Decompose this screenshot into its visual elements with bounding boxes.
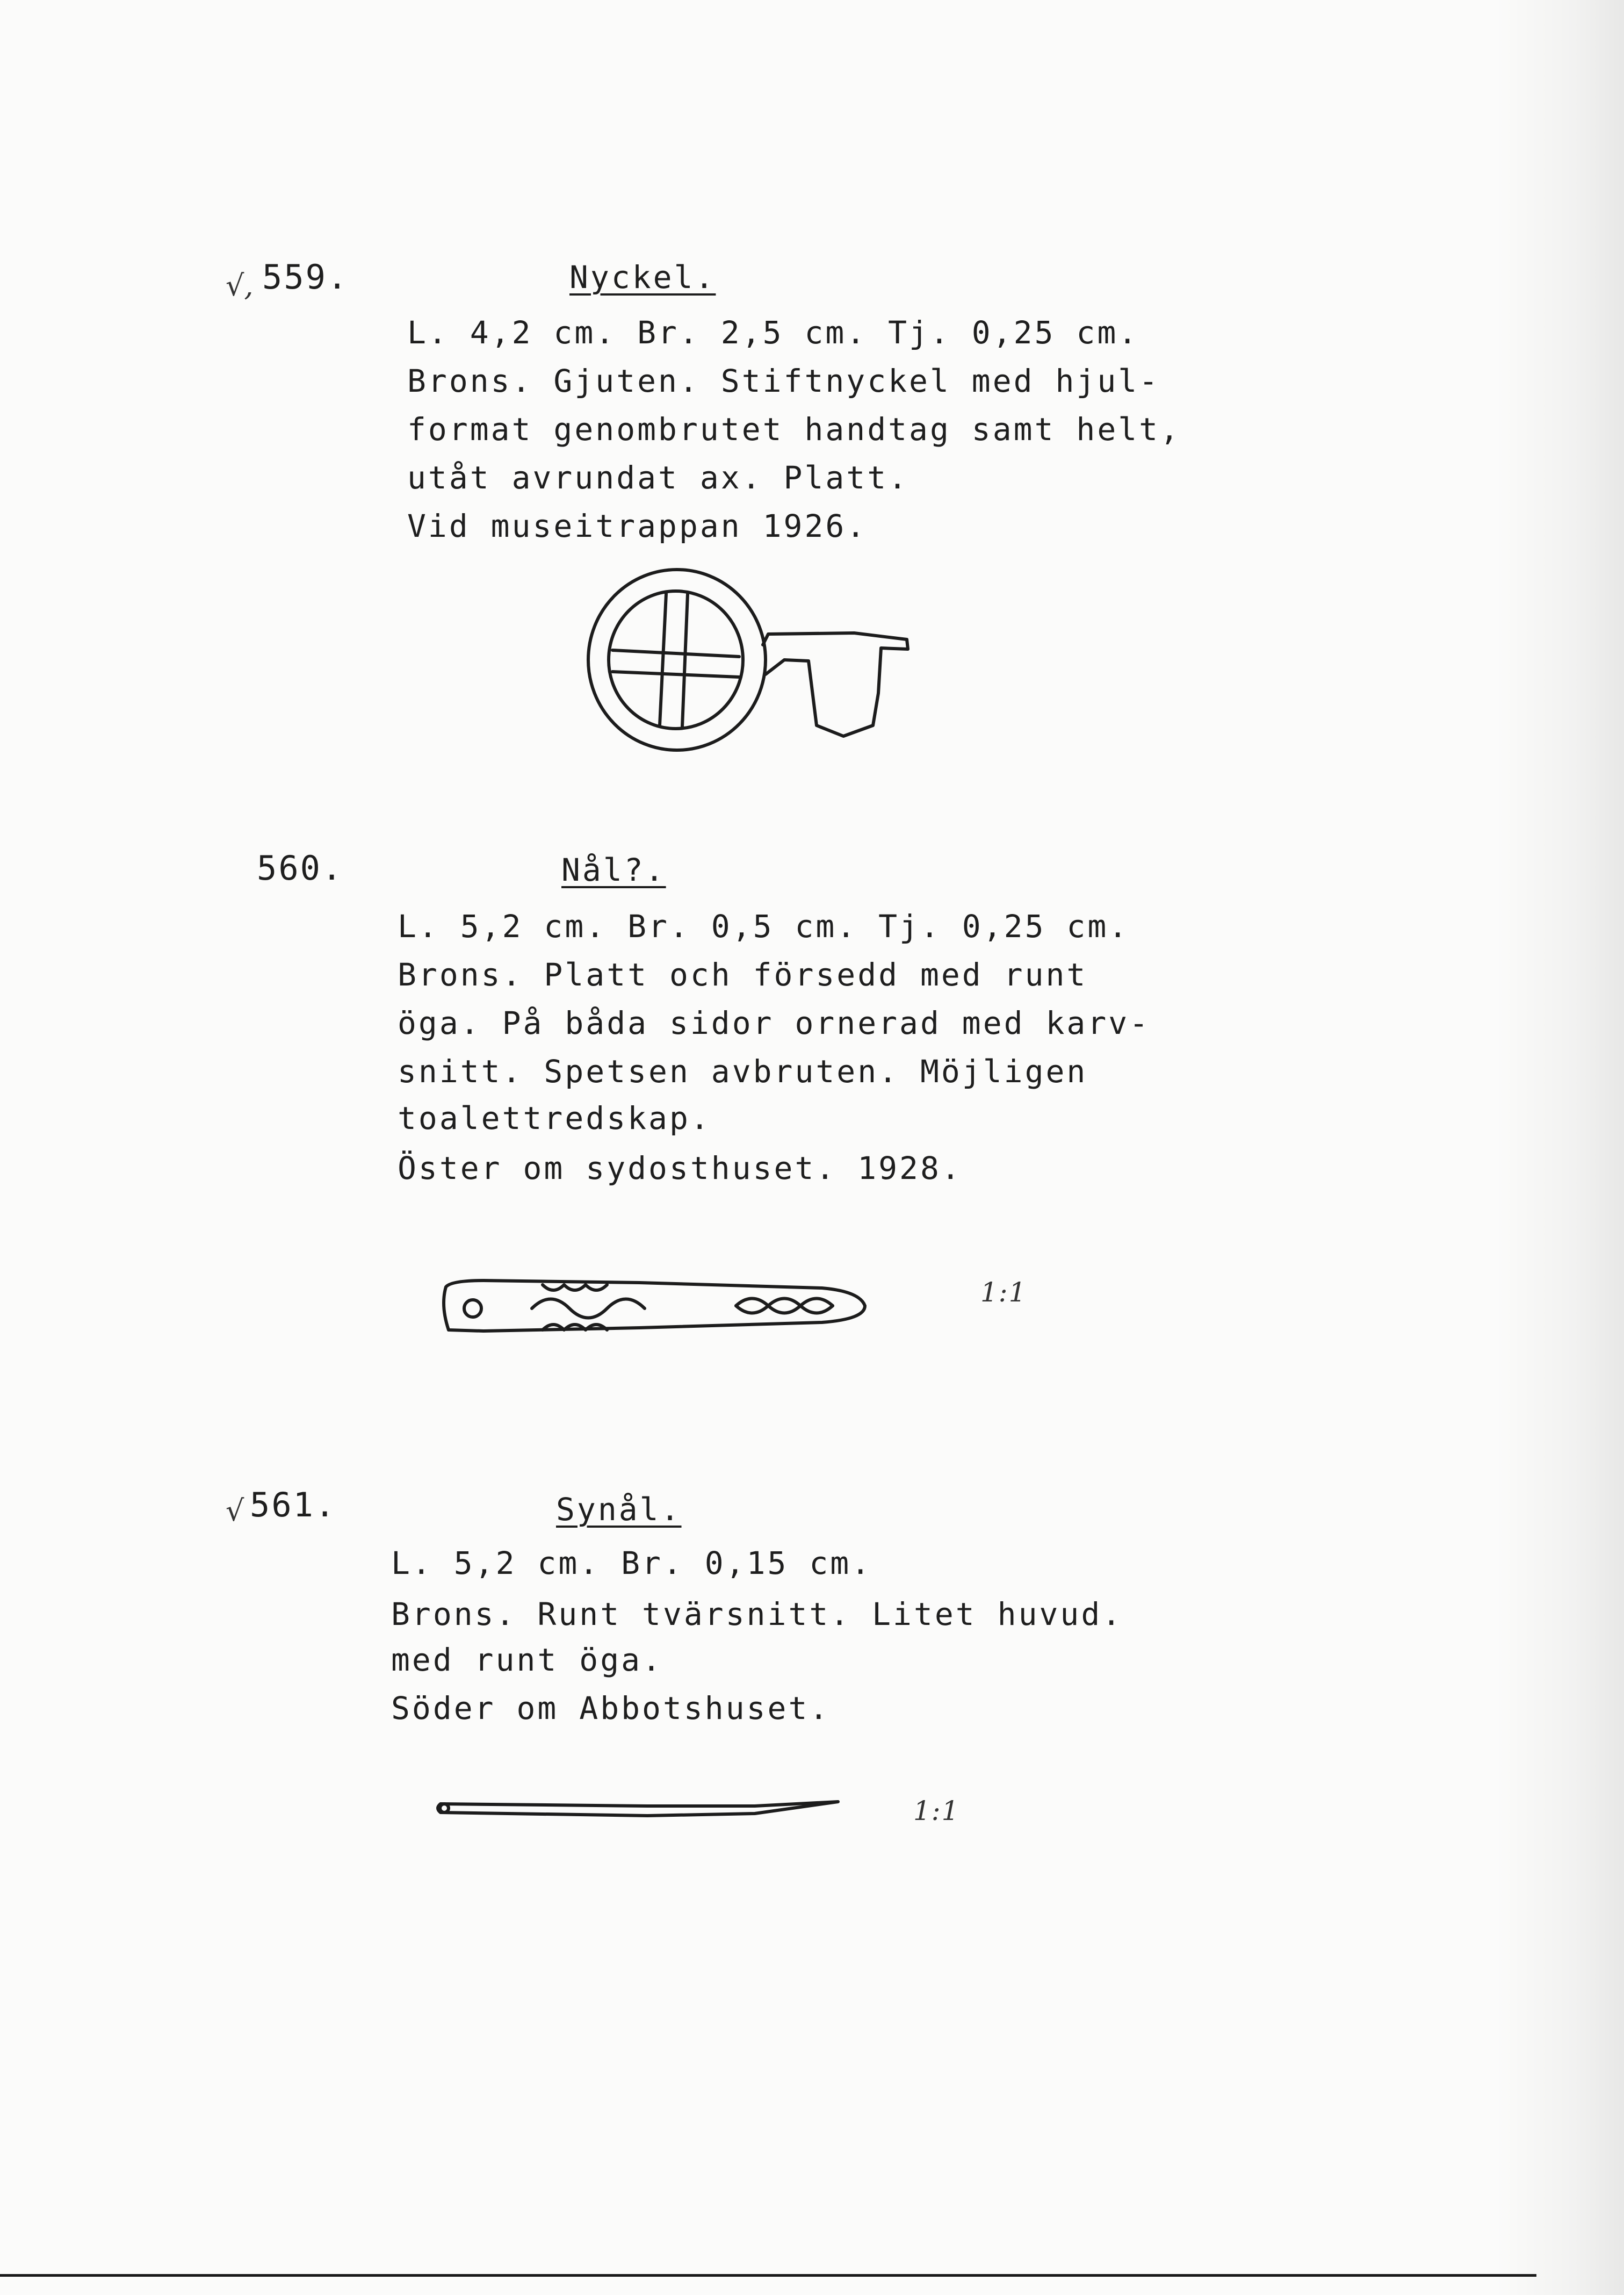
page-edge-shadow — [1495, 0, 1624, 2295]
entry-line: Brons. Platt och försedd med runt — [398, 956, 1088, 993]
entry-number: 561. — [250, 1485, 337, 1524]
entry-line: L. 5,2 cm. Br. 0,15 cm. — [391, 1545, 872, 1581]
entry-title: Synål. — [556, 1491, 682, 1528]
sewing-needle-drawing-icon — [432, 1792, 846, 1824]
entry-line: Öster om sydosthuset. 1928. — [398, 1150, 962, 1186]
scale-label: 1:1 — [980, 1277, 1027, 1308]
entry-line: Brons. Gjuten. Stiftnyckel med hjul- — [407, 363, 1160, 399]
entry-line: format genombrutet handtag samt helt, — [407, 411, 1181, 448]
entry-title: Nål?. — [561, 852, 666, 888]
entry-title: Nyckel. — [569, 259, 716, 296]
page-bottom-rule — [0, 2274, 1536, 2277]
entry-line: utåt avrundat ax. Platt. — [407, 459, 910, 496]
check-mark: √ — [226, 1494, 244, 1528]
check-mark: √, — [226, 269, 254, 303]
entry-line: öga. På båda sidor ornerad med karv- — [398, 1005, 1151, 1041]
wheel-key-drawing-icon — [580, 564, 924, 758]
entry-line: med runt öga. — [391, 1642, 663, 1678]
entry-number: 559. — [262, 257, 349, 297]
decorated-needle-drawing-icon — [435, 1276, 870, 1341]
entry-line: snitt. Spetsen avbruten. Möjligen — [398, 1053, 1088, 1090]
entry-line: toalettredskap. — [398, 1100, 711, 1136]
entry-line: Vid museitrappan 1926. — [407, 508, 868, 544]
scale-label: 1:1 — [913, 1795, 960, 1826]
entry-line: Söder om Abbotshuset. — [391, 1690, 831, 1726]
entry-line: L. 4,2 cm. Br. 2,5 cm. Tj. 0,25 cm. — [407, 314, 1139, 351]
entry-number: 560. — [257, 848, 344, 888]
entry-line: Brons. Runt tvärsnitt. Litet huvud. — [391, 1596, 1123, 1632]
entry-line: L. 5,2 cm. Br. 0,5 cm. Tj. 0,25 cm. — [398, 908, 1130, 945]
